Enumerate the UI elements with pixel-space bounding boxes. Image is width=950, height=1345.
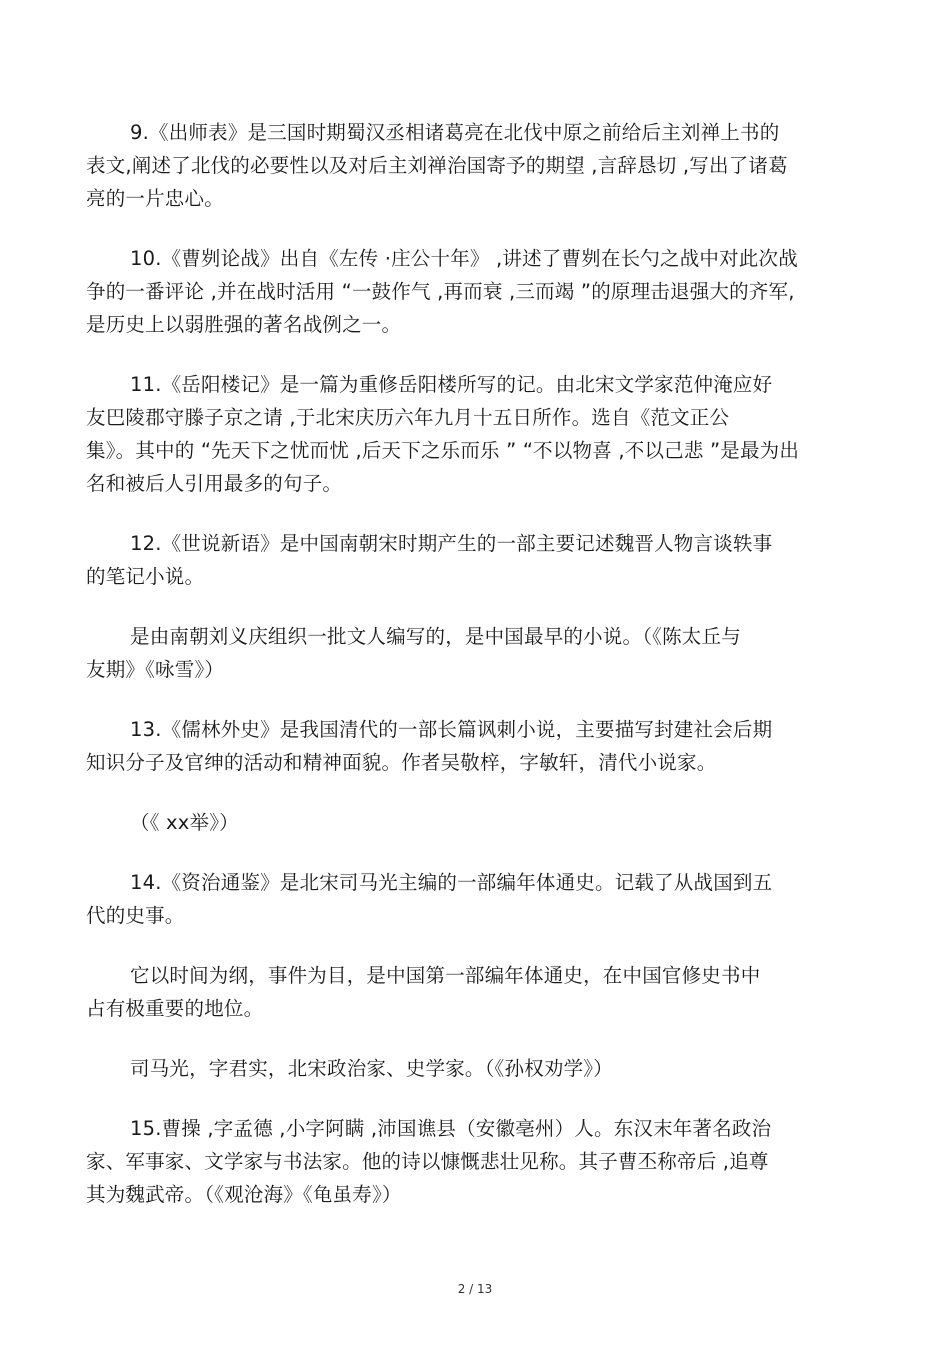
text-line: 争的一番评论 ,并在战时活用 “一鼓作气 ,再而衰 ,三而竭 ”的原理击退强大的齐军, xyxy=(86,280,795,303)
text-line: 知识分子及官绅的活动和精神面貌。作者吴敬梓，字敏轩，清代小说家。 xyxy=(86,751,717,774)
paragraph-13 xyxy=(86,713,858,779)
text-line: 友巴陵郡守滕子京之请 ,于北宋庆历六年九月十五日所作。选自《范文正公 xyxy=(86,406,730,429)
page-number: 2 / 13 xyxy=(457,1282,493,1296)
text-line: 13.《儒林外史》是我国清代的一部长篇讽刺小说，主要描写封建社会后期 xyxy=(130,718,773,741)
paragraph-14-author xyxy=(86,1052,858,1085)
text-line: 表文,阐述了北伐的必要性以及对后主刘禅治国寄予的期望 ,言辞恳切 ,写出了诸葛 xyxy=(86,154,788,177)
paragraph-14 xyxy=(86,866,858,932)
text-line: 代的史事。 xyxy=(86,904,185,927)
document-body xyxy=(86,116,858,1238)
text-line: 集》。其中的 “先天下之忧而忧 ,后天下之乐而乐 ” “不以物喜 ,不以己悲 ”是最为出 xyxy=(86,439,800,462)
text-line: （《 xx举》） xyxy=(130,811,239,834)
text-line: 11.《岳阳楼记》是一篇为重修岳阳楼所写的记。由北宋文学家范仲淹应好 xyxy=(130,373,773,396)
text-line: 家、军事家、文学家与书法家。他的诗以慷慨悲壮见称。其子曹丕称帝后 ,追尊 xyxy=(86,1150,769,1173)
paragraph-12-continued xyxy=(86,620,858,686)
text-line: 的笔记小说。 xyxy=(86,565,205,588)
text-line: 10.《曹刿论战》出自《左传 ·庄公十年》 ,讲述了曹刿在长勺之战中对此次战 xyxy=(130,247,798,270)
text-line: 友期》《咏雪》） xyxy=(86,658,225,681)
text-line: 是由南朝刘义庆组织一批文人编写的，是中国最早的小说。（《陈太丘与 xyxy=(130,625,741,648)
text-line: 司马光，字君实，北宋政治家、史学家。（《孙权劝学》） xyxy=(130,1057,613,1080)
paragraph-12 xyxy=(86,527,858,593)
text-line: 亮的一片忠心。 xyxy=(86,187,224,210)
text-line: 15.曹操 ,字孟德 ,小字阿瞒 ,沛国谯县（安徽亳州）人。东汉末年著名政治 xyxy=(130,1117,772,1140)
text-line: 名和被后人引用最多的句子。 xyxy=(86,472,343,495)
text-line: 它以时间为纲，事件为目，是中国第一部编年体通史，在中国官修史书中 xyxy=(130,964,761,987)
text-line: 其为魏武帝。（《观沧海》《龟虽寿》） xyxy=(86,1183,402,1206)
text-line: 占有极重要的地位。 xyxy=(86,997,264,1020)
paragraph-15 xyxy=(86,1112,858,1211)
text-line: 是历史上以弱胜强的著名战例之一。 xyxy=(86,313,402,336)
text-line: 14.《资治通鉴》是北宋司马光主编的一部编年体通史。记载了从战国到五 xyxy=(130,871,773,894)
paragraph-13-source xyxy=(86,806,858,839)
paragraph-14-continued xyxy=(86,959,858,1025)
paragraph-10 xyxy=(86,242,858,341)
text-line: 12.《世说新语》是中国南朝宋时期产生的一部主要记述魏晋人物言谈轶事 xyxy=(130,532,773,555)
paragraph-9 xyxy=(86,116,858,215)
paragraph-11 xyxy=(86,368,858,500)
text-line: 9.《出师表》是三国时期蜀汉丞相诸葛亮在北伐中原之前给后主刘禅上书的 xyxy=(130,121,780,144)
